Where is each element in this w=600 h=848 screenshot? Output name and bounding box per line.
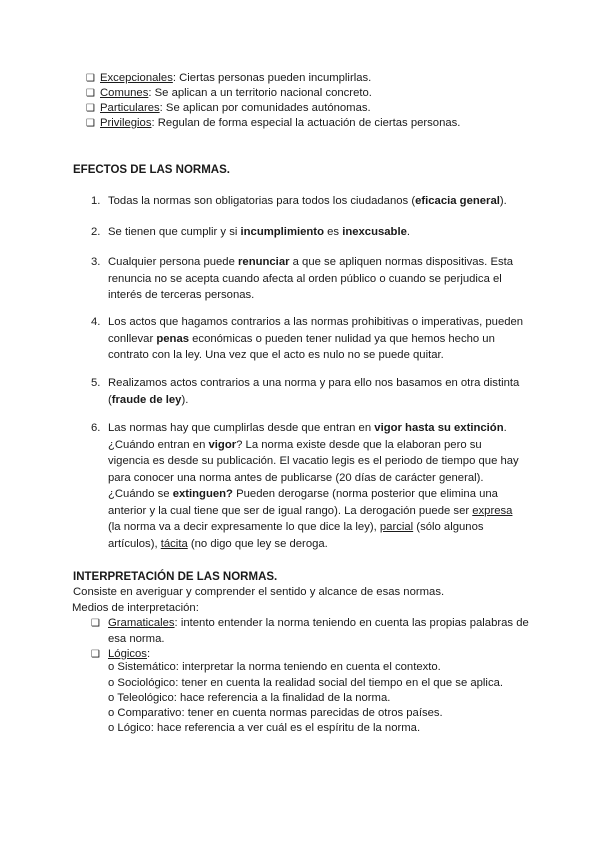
list-item: ❑ Particulares: Se aplican por comunidades autónomas. xyxy=(86,101,371,117)
sub-list-item: o Teleológico: hace referencia a la finalidad de la norma. xyxy=(108,692,391,704)
document-page: ❑ Excepcionales: Ciertas personas pueden incumplirlas. ❑ Comunes: Se aplican a un territorio nacional concreto. ❑ Particulares: Se aplican por comunidades autónomas. ❑ Privilegios: Regulan de forma especial la actuación de ciertas personas. EFECTOS DE LAS NORMAS. 1. Todas la normas son obligatorias para todos los ciudadanos (eficacia general). 2. Se tienen que cumplir y si incumplimiento es inexcusable. 3. Cualquier persona puede renunciar a que se apliquen normas dispositivas. Esta renuncia no se acepta cuando afecta al orden público o cuando se perjudica el interés de terceras personas. 4. Los actos que hagamos contrarios a las normas prohibitivas o imperativas, pueden conllevar penas económicas o pueden tener nulidad ya que hemos hecho un contrato con la ley. Una vez que el acto es nulo no se puede quitar. 5. Realizamos actos contrarios a una norma y para ello nos basamos en otra distinta (fraude de ley). 6. Las normas hay que cumplirlas desde que entran en vigor hasta su extinción. ¿Cuándo entran en vigor? La norma existe desde que la elaboran pero su vigencia es desde su publicación. El vacatio legis es el periodo de tiempo que hay para conocer una norma antes de publicarse (20 días de carácter general). ¿Cuándo se extinguen? Pueden derogarse (norma posterior que elimina una anterior y la cual tiene que ser de igual rango). La derogación puede ser expresa (la norma va a decir expresamente lo que dice la ley), parcial (sólo algunos artículos), tácita (no digo que ley se deroga. INTERPRETACIÓN DE LAS NORMAS. Consiste en averiguar y comprender el sentido y alcance de esas normas. Medios de interpretación: ❑ Gramaticales: intento entender la norma teniendo en cuenta las propias palabras de esa norma. ❑ Lógicos: o Sistemático: interpretar la norma teniendo en cuenta el contexto. o Sociológico: tener en cuenta la realidad social del tiempo en el que se aplica. o Teleológico: hace referencia a la finalidad de la norma. o Comparativo: tener en cuenta normas parecidas de otros países. o Lógico: hace referencia a ver cuál es el espíritu de la norma. xyxy=(0,0,600,848)
checkbox-bullet-icon: ❑ xyxy=(86,118,95,129)
list-item-gramaticales: ❑ Gramaticales: intento entender la norma teniendo en cuenta las propias palabras de esa norma. xyxy=(91,617,529,645)
list-item: ❑ Excepcionales: Ciertas personas pueden incumplirlas. xyxy=(86,71,371,87)
section-heading-interpretacion: INTERPRETACIÓN DE LAS NORMAS. xyxy=(73,571,278,583)
checkbox-bullet-icon: ❑ xyxy=(91,649,100,660)
checkbox-bullet-icon: ❑ xyxy=(86,73,95,84)
sub-list-item: o Sistemático: interpretar la norma teniendo en cuenta el contexto. xyxy=(108,661,441,673)
section-heading-efectos: EFECTOS DE LAS NORMAS. xyxy=(73,164,230,176)
sub-list-item: o Comparativo: tener en cuenta normas parecidas de otros países. xyxy=(108,707,443,719)
checkbox-bullet-icon: ❑ xyxy=(91,618,100,629)
sub-list-item: o Sociológico: tener en cuenta la realidad social del tiempo en el que se aplica. xyxy=(108,677,504,689)
list-item-logicos: ❑ Lógicos: xyxy=(91,647,150,663)
paragraph: Consiste en averiguar y comprender el sentido y alcance de esas normas. xyxy=(73,586,445,598)
list-item: ❑ Comunes: Se aplican a un territorio nacional concreto. xyxy=(86,86,372,102)
paragraph: Medios de interpretación: xyxy=(72,602,199,614)
sub-list-item: o Lógico: hace referencia a ver cuál es el espíritu de la norma. xyxy=(108,722,421,734)
checkbox-bullet-icon: ❑ xyxy=(86,88,95,99)
checkbox-bullet-icon: ❑ xyxy=(86,103,95,114)
list-item: ❑ Privilegios: Regulan de forma especial la actuación de ciertas personas. xyxy=(86,116,460,132)
